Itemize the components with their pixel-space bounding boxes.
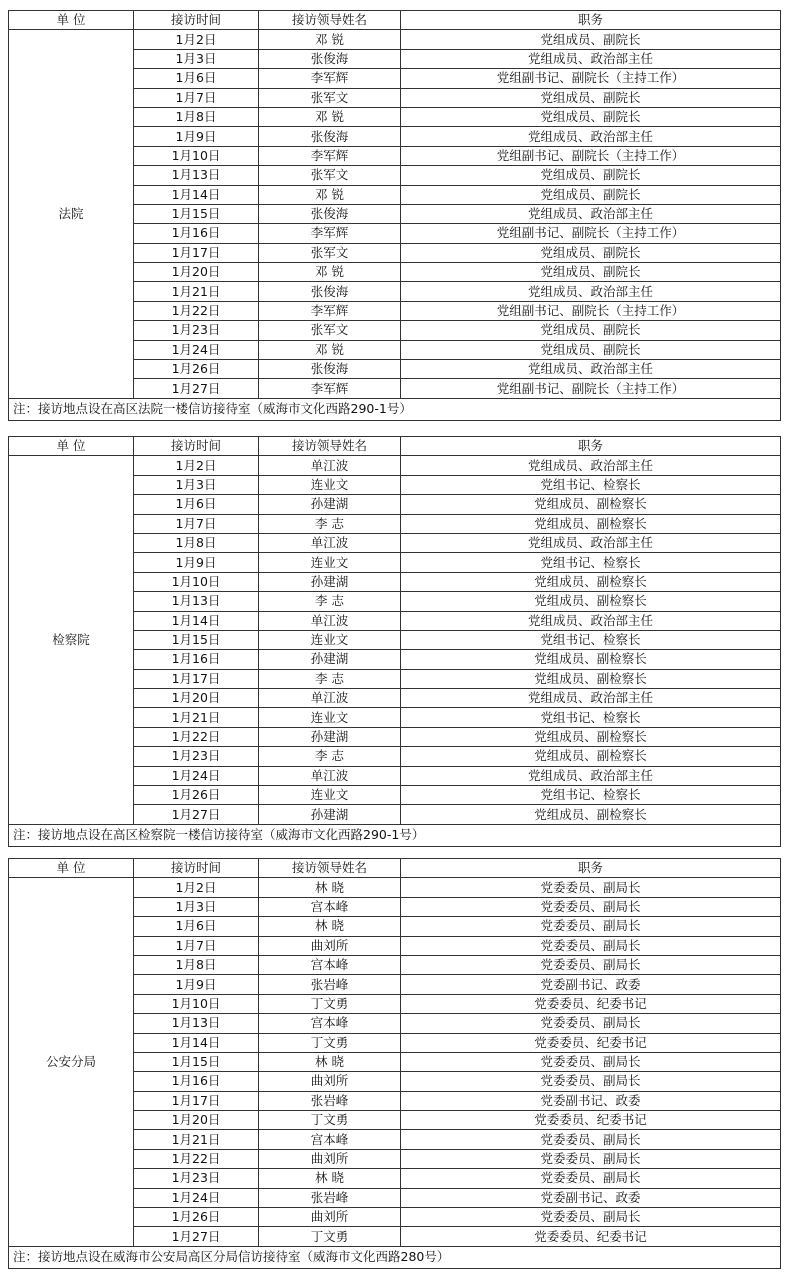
- date-cell: 1月15日: [134, 630, 259, 649]
- date-cell: 1月22日: [134, 727, 259, 746]
- date-cell: 1月23日: [134, 321, 259, 340]
- name-cell: 曲刘所: [259, 1149, 401, 1168]
- date-cell: 1月21日: [134, 708, 259, 727]
- header-name: 接访领导姓名: [259, 437, 401, 456]
- date-cell: 1月10日: [134, 572, 259, 591]
- position-cell: 党委委员、纪委书记: [401, 1227, 781, 1246]
- position-cell: 党组成员、政治部主任: [401, 204, 781, 223]
- name-cell: 李军辉: [259, 379, 401, 398]
- date-cell: 1月3日: [134, 475, 259, 494]
- date-cell: 1月20日: [134, 263, 259, 282]
- name-cell: 孙建湖: [259, 495, 401, 514]
- date-cell: 1月3日: [134, 897, 259, 916]
- position-cell: 党组成员、副院长: [401, 30, 781, 49]
- name-cell: 单江波: [259, 456, 401, 475]
- unit-cell: 检察院: [9, 456, 134, 824]
- position-cell: 党委副书记、政委: [401, 1091, 781, 1110]
- date-cell: 1月23日: [134, 747, 259, 766]
- header-position: 职务: [401, 11, 781, 30]
- position-cell: 党组副书记、副院长（主持工作）: [401, 69, 781, 88]
- name-cell: 宫本峰: [259, 1014, 401, 1033]
- name-cell: 张岩峰: [259, 1188, 401, 1207]
- unit-cell: 法院: [9, 30, 134, 398]
- name-cell: 邓 锐: [259, 340, 401, 359]
- position-cell: 党组成员、副检察长: [401, 669, 781, 688]
- name-cell: 丁文勇: [259, 1111, 401, 1130]
- date-cell: 1月9日: [134, 553, 259, 572]
- position-cell: 党委委员、副局长: [401, 1014, 781, 1033]
- name-cell: 张军文: [259, 88, 401, 107]
- note-text: 注：接访地点设在高区检察院一楼信访接待室（威海市文化西路290-1号）: [9, 824, 781, 846]
- date-cell: 1月8日: [134, 955, 259, 974]
- header-date: 接访时间: [134, 11, 259, 30]
- date-cell: 1月7日: [134, 514, 259, 533]
- position-cell: 党组成员、副检察长: [401, 747, 781, 766]
- position-cell: 党组成员、政治部主任: [401, 611, 781, 630]
- name-cell: 张岩峰: [259, 1091, 401, 1110]
- date-cell: 1月10日: [134, 146, 259, 165]
- date-cell: 1月26日: [134, 360, 259, 379]
- position-cell: 党委委员、副局长: [401, 1208, 781, 1227]
- position-cell: 党组成员、政治部主任: [401, 282, 781, 301]
- date-cell: 1月20日: [134, 1111, 259, 1130]
- name-cell: 林 晓: [259, 1052, 401, 1071]
- name-cell: 孙建湖: [259, 650, 401, 669]
- position-cell: 党组成员、副院长: [401, 340, 781, 359]
- position-cell: 党组成员、副检察长: [401, 572, 781, 591]
- name-cell: 邓 锐: [259, 185, 401, 204]
- name-cell: 张军文: [259, 166, 401, 185]
- date-cell: 1月2日: [134, 878, 259, 897]
- name-cell: 李 志: [259, 669, 401, 688]
- name-cell: 林 晓: [259, 1169, 401, 1188]
- position-cell: 党委委员、副局长: [401, 955, 781, 974]
- position-cell: 党组书记、检察长: [401, 786, 781, 805]
- name-cell: 宫本峰: [259, 955, 401, 974]
- date-cell: 1月14日: [134, 185, 259, 204]
- name-cell: 李军辉: [259, 224, 401, 243]
- position-cell: 党组成员、副院长: [401, 88, 781, 107]
- position-cell: 党组成员、副院长: [401, 107, 781, 126]
- date-cell: 1月20日: [134, 689, 259, 708]
- schedule-table: [8, 436, 781, 847]
- date-cell: 1月7日: [134, 88, 259, 107]
- date-cell: 1月15日: [134, 1052, 259, 1071]
- position-cell: 党组成员、副检察长: [401, 514, 781, 533]
- date-cell: 1月7日: [134, 936, 259, 955]
- name-cell: 孙建湖: [259, 805, 401, 824]
- date-cell: 1月21日: [134, 1130, 259, 1149]
- name-cell: 连业文: [259, 786, 401, 805]
- name-cell: 连业文: [259, 630, 401, 649]
- position-cell: 党组成员、政治部主任: [401, 766, 781, 785]
- position-cell: 党组成员、政治部主任: [401, 49, 781, 68]
- name-cell: 连业文: [259, 553, 401, 572]
- name-cell: 宫本峰: [259, 1130, 401, 1149]
- date-cell: 1月6日: [134, 495, 259, 514]
- date-cell: 1月13日: [134, 1014, 259, 1033]
- name-cell: 单江波: [259, 533, 401, 552]
- position-cell: 党组副书记、副院长（主持工作）: [401, 379, 781, 398]
- date-cell: 1月8日: [134, 533, 259, 552]
- position-cell: 党组成员、政治部主任: [401, 689, 781, 708]
- name-cell: 张军文: [259, 321, 401, 340]
- date-cell: 1月2日: [134, 456, 259, 475]
- position-cell: 党组成员、副院长: [401, 263, 781, 282]
- position-cell: 党委副书记、政委: [401, 975, 781, 994]
- position-cell: 党组成员、副检察长: [401, 727, 781, 746]
- date-cell: 1月2日: [134, 30, 259, 49]
- position-cell: 党委委员、副局长: [401, 917, 781, 936]
- position-cell: 党组成员、副检察长: [401, 650, 781, 669]
- position-cell: 党组成员、副院长: [401, 166, 781, 185]
- date-cell: 1月6日: [134, 917, 259, 936]
- position-cell: 党委委员、副局长: [401, 897, 781, 916]
- position-cell: 党委委员、副局长: [401, 1052, 781, 1071]
- name-cell: 张俊海: [259, 204, 401, 223]
- name-cell: 张俊海: [259, 282, 401, 301]
- position-cell: 党组成员、政治部主任: [401, 456, 781, 475]
- position-cell: 党委委员、纪委书记: [401, 1033, 781, 1052]
- name-cell: 孙建湖: [259, 572, 401, 591]
- date-cell: 1月9日: [134, 127, 259, 146]
- date-cell: 1月9日: [134, 975, 259, 994]
- date-cell: 1月3日: [134, 49, 259, 68]
- date-cell: 1月6日: [134, 69, 259, 88]
- name-cell: 李军辉: [259, 69, 401, 88]
- position-cell: 党委委员、副局长: [401, 1149, 781, 1168]
- position-cell: 党组副书记、副院长（主持工作）: [401, 224, 781, 243]
- name-cell: 李军辉: [259, 146, 401, 165]
- date-cell: 1月27日: [134, 379, 259, 398]
- position-cell: 党组成员、副院长: [401, 321, 781, 340]
- date-cell: 1月16日: [134, 1072, 259, 1091]
- date-cell: 1月16日: [134, 224, 259, 243]
- name-cell: 丁文勇: [259, 1227, 401, 1246]
- date-cell: 1月17日: [134, 243, 259, 262]
- name-cell: 邓 锐: [259, 30, 401, 49]
- position-cell: 党委委员、纪委书记: [401, 1111, 781, 1130]
- position-cell: 党组书记、检察长: [401, 553, 781, 572]
- position-cell: 党组书记、检察长: [401, 630, 781, 649]
- position-cell: 党组成员、政治部主任: [401, 360, 781, 379]
- position-cell: 党组副书记、副院长（主持工作）: [401, 301, 781, 320]
- date-cell: 1月26日: [134, 1208, 259, 1227]
- name-cell: 单江波: [259, 766, 401, 785]
- note-row: [9, 1246, 781, 1268]
- date-cell: 1月24日: [134, 1188, 259, 1207]
- table-row: [9, 30, 781, 49]
- position-cell: 党委委员、纪委书记: [401, 994, 781, 1013]
- name-cell: 张俊海: [259, 49, 401, 68]
- date-cell: 1月24日: [134, 766, 259, 785]
- schedule-table: [8, 858, 781, 1269]
- table-header-row: [9, 859, 781, 878]
- date-cell: 1月16日: [134, 650, 259, 669]
- date-cell: 1月15日: [134, 204, 259, 223]
- position-cell: 党组成员、副院长: [401, 243, 781, 262]
- position-cell: 党组副书记、副院长（主持工作）: [401, 146, 781, 165]
- date-cell: 1月26日: [134, 786, 259, 805]
- date-cell: 1月27日: [134, 1227, 259, 1246]
- date-cell: 1月8日: [134, 107, 259, 126]
- name-cell: 丁文勇: [259, 1033, 401, 1052]
- name-cell: 张军文: [259, 243, 401, 262]
- position-cell: 党组成员、副检察长: [401, 592, 781, 611]
- position-cell: 党组成员、副检察长: [401, 805, 781, 824]
- note-row: [9, 398, 781, 420]
- schedule-table: [8, 10, 781, 421]
- date-cell: 1月23日: [134, 1169, 259, 1188]
- note-row: [9, 824, 781, 846]
- date-cell: 1月17日: [134, 1091, 259, 1110]
- table-header-row: [9, 437, 781, 456]
- date-cell: 1月24日: [134, 340, 259, 359]
- header-name: 接访领导姓名: [259, 11, 401, 30]
- note-text: 注：接访地点设在威海市公安局高区分局信访接待室（威海市文化西路280号）: [9, 1246, 781, 1268]
- position-cell: 党委委员、副局长: [401, 1169, 781, 1188]
- position-cell: 党委委员、副局长: [401, 878, 781, 897]
- header-position: 职务: [401, 859, 781, 878]
- header-date: 接访时间: [134, 859, 259, 878]
- name-cell: 孙建湖: [259, 727, 401, 746]
- position-cell: 党委委员、副局长: [401, 1130, 781, 1149]
- position-cell: 党委副书记、政委: [401, 1188, 781, 1207]
- name-cell: 单江波: [259, 611, 401, 630]
- header-position: 职务: [401, 437, 781, 456]
- date-cell: 1月13日: [134, 166, 259, 185]
- position-cell: 党组书记、检察长: [401, 475, 781, 494]
- unit-cell: 公安分局: [9, 878, 134, 1246]
- date-cell: 1月27日: [134, 805, 259, 824]
- name-cell: 李 志: [259, 514, 401, 533]
- name-cell: 张俊海: [259, 127, 401, 146]
- name-cell: 曲刘所: [259, 1208, 401, 1227]
- position-cell: 党组成员、副检察长: [401, 495, 781, 514]
- date-cell: 1月21日: [134, 282, 259, 301]
- name-cell: 邓 锐: [259, 107, 401, 126]
- header-unit: 单 位: [9, 859, 134, 878]
- position-cell: 党组成员、政治部主任: [401, 533, 781, 552]
- name-cell: 连业文: [259, 475, 401, 494]
- date-cell: 1月13日: [134, 592, 259, 611]
- name-cell: 曲刘所: [259, 936, 401, 955]
- name-cell: 丁文勇: [259, 994, 401, 1013]
- header-name: 接访领导姓名: [259, 859, 401, 878]
- header-date: 接访时间: [134, 437, 259, 456]
- name-cell: 林 晓: [259, 917, 401, 936]
- header-unit: 单 位: [9, 11, 134, 30]
- date-cell: 1月14日: [134, 1033, 259, 1052]
- name-cell: 宫本峰: [259, 897, 401, 916]
- name-cell: 连业文: [259, 708, 401, 727]
- position-cell: 党委委员、副局长: [401, 936, 781, 955]
- date-cell: 1月22日: [134, 301, 259, 320]
- name-cell: 李 志: [259, 592, 401, 611]
- name-cell: 邓 锐: [259, 263, 401, 282]
- date-cell: 1月14日: [134, 611, 259, 630]
- table-row: [9, 456, 781, 475]
- table-header-row: [9, 11, 781, 30]
- name-cell: 单江波: [259, 689, 401, 708]
- name-cell: 张岩峰: [259, 975, 401, 994]
- name-cell: 李军辉: [259, 301, 401, 320]
- name-cell: 曲刘所: [259, 1072, 401, 1091]
- date-cell: 1月22日: [134, 1149, 259, 1168]
- table-row: [9, 878, 781, 897]
- date-cell: 1月17日: [134, 669, 259, 688]
- header-unit: 单 位: [9, 437, 134, 456]
- position-cell: 党组书记、检察长: [401, 708, 781, 727]
- position-cell: 党组成员、副院长: [401, 185, 781, 204]
- name-cell: 林 晓: [259, 878, 401, 897]
- date-cell: 1月10日: [134, 994, 259, 1013]
- position-cell: 党组成员、政治部主任: [401, 127, 781, 146]
- name-cell: 张俊海: [259, 360, 401, 379]
- position-cell: 党委委员、副局长: [401, 1072, 781, 1091]
- name-cell: 李 志: [259, 747, 401, 766]
- note-text: 注：接访地点设在高区法院一楼信访接待室（威海市文化西路290-1号）: [9, 398, 781, 420]
